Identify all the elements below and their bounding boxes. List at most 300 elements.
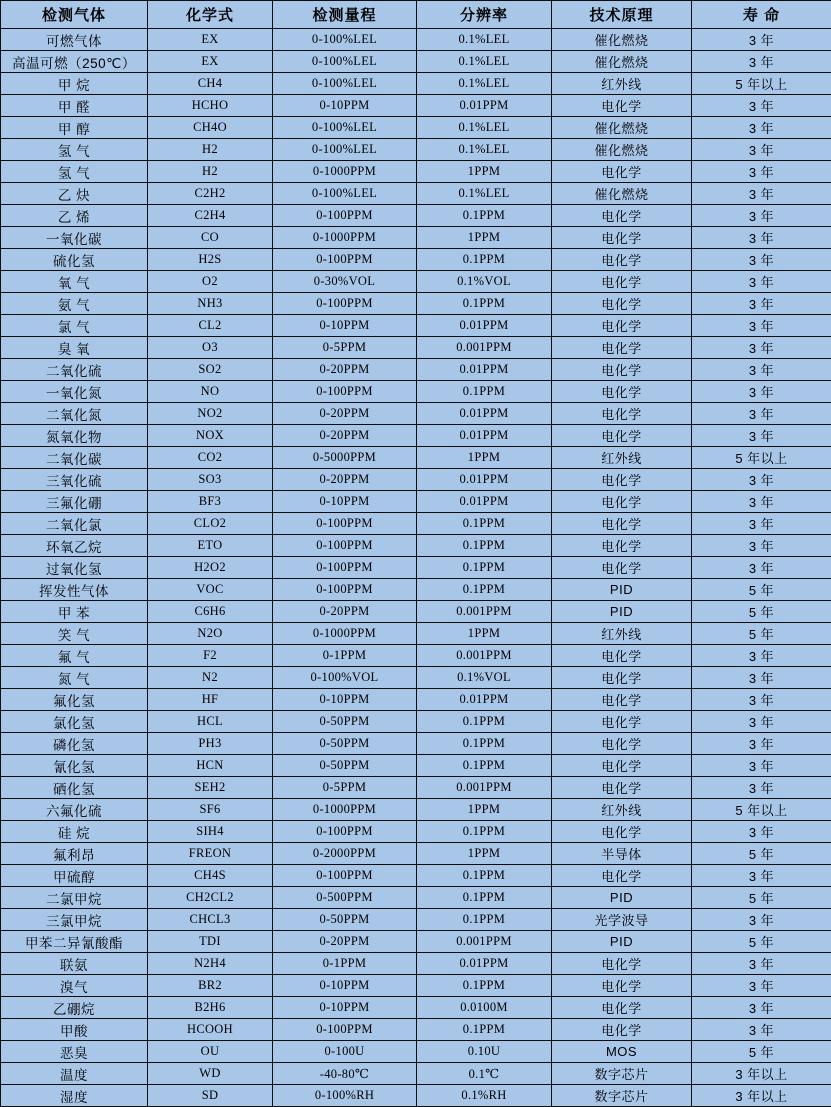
cell-range: 0-10PPM (273, 975, 417, 997)
cell-gas: 二氧化硫 (1, 359, 148, 381)
cell-resolution: 0.001PPM (417, 931, 552, 953)
cell-principle: 电化学 (552, 315, 692, 337)
cell-resolution: 0.01PPM (417, 953, 552, 975)
cell-principle: 电化学 (552, 997, 692, 1019)
cell-resolution: 0.001PPM (417, 337, 552, 359)
table-row (1, 315, 831, 337)
cell-principle: PID (552, 931, 692, 953)
table-row (1, 975, 831, 997)
cell-principle: PID (552, 579, 692, 601)
table-row (1, 117, 831, 139)
cell-range: 0-100%LEL (273, 183, 417, 205)
cell-principle: 电化学 (552, 975, 692, 997)
cell-range: 0-20PPM (273, 601, 417, 623)
cell-range: 0-500PPM (273, 887, 417, 909)
cell-gas: 乙 炔 (1, 183, 148, 205)
cell-range: 0-100U (273, 1041, 417, 1063)
cell-life: 5 年 (692, 623, 831, 645)
cell-resolution: 0.01PPM (417, 403, 552, 425)
cell-formula: H2O2 (148, 557, 273, 579)
cell-gas: 联氨 (1, 953, 148, 975)
column-header-range: 检测量程 (273, 1, 417, 29)
cell-life: 3 年 (692, 689, 831, 711)
table-row (1, 843, 831, 865)
cell-resolution: 0.1PPM (417, 1019, 552, 1041)
cell-gas: 三氯甲烷 (1, 909, 148, 931)
cell-range: 0-20PPM (273, 425, 417, 447)
cell-resolution: 0.1PPM (417, 293, 552, 315)
table-row (1, 359, 831, 381)
cell-principle: 电化学 (552, 337, 692, 359)
cell-range: 0-10PPM (273, 689, 417, 711)
cell-range: 0-50PPM (273, 733, 417, 755)
column-header-formula: 化学式 (148, 1, 273, 29)
cell-life: 3 年 (692, 645, 831, 667)
cell-life: 3 年 (692, 117, 831, 139)
cell-resolution: 0.1PPM (417, 513, 552, 535)
cell-formula: VOC (148, 579, 273, 601)
cell-resolution: 0.01PPM (417, 469, 552, 491)
cell-life: 3 年 (692, 403, 831, 425)
cell-range: 0-100%LEL (273, 139, 417, 161)
cell-range: 0-1PPM (273, 953, 417, 975)
cell-gas: 甲酸 (1, 1019, 148, 1041)
cell-principle: 数字芯片 (552, 1063, 692, 1085)
cell-life: 3 年 (692, 777, 831, 799)
table-row (1, 513, 831, 535)
cell-range: 0-2000PPM (273, 843, 417, 865)
table-row (1, 711, 831, 733)
cell-range: 0-5PPM (273, 777, 417, 799)
cell-range: 0-20PPM (273, 403, 417, 425)
cell-gas: 氧 气 (1, 271, 148, 293)
cell-formula: HCN (148, 755, 273, 777)
table-row (1, 73, 831, 95)
cell-gas: 氮 气 (1, 667, 148, 689)
cell-range: 0-100%VOL (273, 667, 417, 689)
table-row (1, 447, 831, 469)
cell-life: 3 年 (692, 909, 831, 931)
cell-formula: FREON (148, 843, 273, 865)
cell-gas: 六氟化硫 (1, 799, 148, 821)
cell-principle: 数字芯片 (552, 1085, 692, 1107)
cell-resolution: 0.1PPM (417, 557, 552, 579)
cell-principle: 电化学 (552, 425, 692, 447)
cell-range: 0-100%RH (273, 1085, 417, 1107)
cell-life: 3 年以上 (692, 1063, 831, 1085)
cell-gas: 挥发性气体 (1, 579, 148, 601)
cell-resolution: 0.1PPM (417, 755, 552, 777)
cell-range: 0-5000PPM (273, 447, 417, 469)
cell-principle: PID (552, 601, 692, 623)
cell-formula: NOX (148, 425, 273, 447)
table-header-row (1, 1, 831, 29)
cell-principle: 光学波导 (552, 909, 692, 931)
column-header-resolution: 分辨率 (417, 1, 552, 29)
cell-formula: SIH4 (148, 821, 273, 843)
cell-life: 3 年 (692, 513, 831, 535)
cell-gas: 氟化氢 (1, 689, 148, 711)
cell-resolution: 1PPM (417, 447, 552, 469)
cell-life: 5 年以上 (692, 447, 831, 469)
cell-range: 0-100PPM (273, 1019, 417, 1041)
table-row (1, 491, 831, 513)
cell-gas: 氢 气 (1, 139, 148, 161)
cell-resolution: 0.1%LEL (417, 29, 552, 51)
cell-gas: 甲 醇 (1, 117, 148, 139)
cell-principle: 电化学 (552, 645, 692, 667)
column-header-life: 寿 命 (692, 1, 831, 29)
cell-gas: 笑 气 (1, 623, 148, 645)
cell-formula: EX (148, 29, 273, 51)
cell-gas: 氮氧化物 (1, 425, 148, 447)
cell-resolution: 0.1%LEL (417, 117, 552, 139)
cell-formula: O2 (148, 271, 273, 293)
cell-resolution: 0.1PPM (417, 249, 552, 271)
cell-formula: HCOOH (148, 1019, 273, 1041)
cell-range: 0-100PPM (273, 381, 417, 403)
cell-formula: CLO2 (148, 513, 273, 535)
cell-life: 3 年 (692, 95, 831, 117)
cell-life: 3 年 (692, 183, 831, 205)
cell-formula: ETO (148, 535, 273, 557)
table-row (1, 161, 831, 183)
cell-formula: CO (148, 227, 273, 249)
cell-principle: 电化学 (552, 865, 692, 887)
cell-formula: NO (148, 381, 273, 403)
cell-formula: CH4S (148, 865, 273, 887)
cell-range: 0-20PPM (273, 931, 417, 953)
cell-life: 3 年 (692, 29, 831, 51)
cell-gas: 溴气 (1, 975, 148, 997)
cell-range: 0-100PPM (273, 205, 417, 227)
cell-resolution: 1PPM (417, 799, 552, 821)
cell-resolution: 0.0100M (417, 997, 552, 1019)
table-row (1, 689, 831, 711)
table-row (1, 931, 831, 953)
cell-formula: CHCL3 (148, 909, 273, 931)
cell-gas: 氯化氢 (1, 711, 148, 733)
cell-principle: 电化学 (552, 1019, 692, 1041)
cell-formula: SEH2 (148, 777, 273, 799)
cell-resolution: 0.001PPM (417, 645, 552, 667)
cell-gas: 硫化氢 (1, 249, 148, 271)
cell-formula: HF (148, 689, 273, 711)
cell-life: 3 年 (692, 821, 831, 843)
cell-gas: 氰化氢 (1, 755, 148, 777)
cell-life: 3 年 (692, 535, 831, 557)
cell-principle: 电化学 (552, 777, 692, 799)
cell-range: 0-5PPM (273, 337, 417, 359)
cell-resolution: 0.1%RH (417, 1085, 552, 1107)
cell-principle: 电化学 (552, 557, 692, 579)
table-row (1, 469, 831, 491)
cell-formula: C6H6 (148, 601, 273, 623)
cell-formula: N2O (148, 623, 273, 645)
cell-principle: 催化燃烧 (552, 29, 692, 51)
cell-gas: 二氧化碳 (1, 447, 148, 469)
cell-range: 0-20PPM (273, 359, 417, 381)
cell-resolution: 0.01PPM (417, 689, 552, 711)
cell-range: -40-80℃ (273, 1063, 417, 1085)
cell-gas: 温度 (1, 1063, 148, 1085)
cell-life: 3 年 (692, 381, 831, 403)
table-row (1, 271, 831, 293)
cell-life: 3 年 (692, 491, 831, 513)
column-header-principle: 技术原理 (552, 1, 692, 29)
cell-gas: 环氧乙烷 (1, 535, 148, 557)
cell-formula: H2 (148, 139, 273, 161)
cell-formula: O3 (148, 337, 273, 359)
cell-life: 3 年以上 (692, 1085, 831, 1107)
cell-range: 0-100%LEL (273, 117, 417, 139)
table-row (1, 29, 831, 51)
cell-gas: 乙 烯 (1, 205, 148, 227)
cell-resolution: 0.1PPM (417, 887, 552, 909)
table-row (1, 183, 831, 205)
cell-formula: CH4 (148, 73, 273, 95)
cell-resolution: 0.001PPM (417, 601, 552, 623)
cell-life: 3 年 (692, 139, 831, 161)
cell-range: 0-1PPM (273, 645, 417, 667)
cell-formula: SO3 (148, 469, 273, 491)
cell-life: 3 年 (692, 359, 831, 381)
cell-gas: 一氧化碳 (1, 227, 148, 249)
cell-gas: 乙硼烷 (1, 997, 148, 1019)
cell-resolution: 0.1PPM (417, 381, 552, 403)
table-row (1, 425, 831, 447)
table-row (1, 579, 831, 601)
cell-resolution: 0.1%LEL (417, 51, 552, 73)
cell-resolution: 1PPM (417, 161, 552, 183)
cell-range: 0-50PPM (273, 909, 417, 931)
cell-formula: CH2CL2 (148, 887, 273, 909)
cell-resolution: 1PPM (417, 623, 552, 645)
cell-range: 0-1000PPM (273, 227, 417, 249)
cell-principle: 电化学 (552, 667, 692, 689)
cell-life: 3 年 (692, 205, 831, 227)
cell-gas: 甲硫醇 (1, 865, 148, 887)
table-row (1, 997, 831, 1019)
cell-range: 0-1000PPM (273, 623, 417, 645)
cell-range: 0-100PPM (273, 821, 417, 843)
cell-principle: 红外线 (552, 623, 692, 645)
cell-life: 3 年 (692, 293, 831, 315)
cell-gas: 氯 气 (1, 315, 148, 337)
cell-gas: 过氧化氢 (1, 557, 148, 579)
cell-range: 0-50PPM (273, 711, 417, 733)
cell-resolution: 0.1PPM (417, 711, 552, 733)
cell-life: 5 年以上 (692, 799, 831, 821)
cell-gas: 湿度 (1, 1085, 148, 1107)
cell-range: 0-1000PPM (273, 799, 417, 821)
cell-resolution: 1PPM (417, 227, 552, 249)
cell-principle: 催化燃烧 (552, 183, 692, 205)
cell-gas: 磷化氢 (1, 733, 148, 755)
table-row (1, 777, 831, 799)
table-row (1, 337, 831, 359)
cell-resolution: 0.1%LEL (417, 139, 552, 161)
cell-life: 3 年 (692, 337, 831, 359)
cell-principle: 催化燃烧 (552, 139, 692, 161)
cell-formula: N2H4 (148, 953, 273, 975)
table-row (1, 755, 831, 777)
cell-range: 0-50PPM (273, 755, 417, 777)
cell-formula: BR2 (148, 975, 273, 997)
cell-formula: B2H6 (148, 997, 273, 1019)
cell-formula: C2H4 (148, 205, 273, 227)
cell-resolution: 0.1PPM (417, 865, 552, 887)
cell-range: 0-20PPM (273, 469, 417, 491)
cell-formula: CH4O (148, 117, 273, 139)
cell-life: 3 年 (692, 975, 831, 997)
cell-formula: TDI (148, 931, 273, 953)
cell-gas: 硅 烷 (1, 821, 148, 843)
table-row (1, 865, 831, 887)
cell-formula: BF3 (148, 491, 273, 513)
cell-principle: 红外线 (552, 447, 692, 469)
table-body (1, 29, 831, 1107)
cell-life: 5 年以上 (692, 73, 831, 95)
cell-principle: 电化学 (552, 491, 692, 513)
cell-principle: 电化学 (552, 293, 692, 315)
table-row (1, 733, 831, 755)
cell-resolution: 0.01PPM (417, 491, 552, 513)
cell-principle: 电化学 (552, 227, 692, 249)
cell-gas: 二氯甲烷 (1, 887, 148, 909)
cell-formula: F2 (148, 645, 273, 667)
cell-life: 5 年 (692, 601, 831, 623)
table-row (1, 403, 831, 425)
cell-resolution: 0.1PPM (417, 975, 552, 997)
table-row (1, 227, 831, 249)
cell-range: 0-10PPM (273, 491, 417, 513)
cell-resolution: 0.001PPM (417, 777, 552, 799)
cell-gas: 甲 苯 (1, 601, 148, 623)
column-header-gas: 检测气体 (1, 1, 148, 29)
cell-principle: 电化学 (552, 469, 692, 491)
cell-gas: 氟 气 (1, 645, 148, 667)
table-row (1, 667, 831, 689)
cell-gas: 甲 醛 (1, 95, 148, 117)
cell-range: 0-100PPM (273, 557, 417, 579)
table-row (1, 535, 831, 557)
cell-formula: PH3 (148, 733, 273, 755)
cell-resolution: 0.01PPM (417, 359, 552, 381)
cell-life: 5 年 (692, 579, 831, 601)
cell-gas: 三氧化硫 (1, 469, 148, 491)
cell-range: 0-10PPM (273, 997, 417, 1019)
cell-life: 3 年 (692, 557, 831, 579)
cell-range: 0-100%LEL (273, 29, 417, 51)
cell-principle: 电化学 (552, 381, 692, 403)
cell-life: 3 年 (692, 953, 831, 975)
cell-formula: H2 (148, 161, 273, 183)
cell-formula: EX (148, 51, 273, 73)
cell-life: 5 年 (692, 931, 831, 953)
table-row (1, 953, 831, 975)
table-row (1, 645, 831, 667)
cell-gas: 可燃气体 (1, 29, 148, 51)
cell-life: 3 年 (692, 249, 831, 271)
cell-formula: CL2 (148, 315, 273, 337)
table-row (1, 887, 831, 909)
cell-gas: 甲苯二异氰酸酯 (1, 931, 148, 953)
cell-gas: 二氧化氯 (1, 513, 148, 535)
cell-formula: C2H2 (148, 183, 273, 205)
cell-resolution: 0.1PPM (417, 535, 552, 557)
table-row (1, 293, 831, 315)
cell-principle: 红外线 (552, 799, 692, 821)
cell-resolution: 0.1PPM (417, 733, 552, 755)
cell-life: 3 年 (692, 755, 831, 777)
cell-principle: MOS (552, 1041, 692, 1063)
cell-formula: CO2 (148, 447, 273, 469)
cell-life: 3 年 (692, 161, 831, 183)
cell-formula: HCHO (148, 95, 273, 117)
cell-life: 5 年 (692, 887, 831, 909)
cell-resolution: 0.1%VOL (417, 271, 552, 293)
cell-resolution: 0.1PPM (417, 579, 552, 601)
cell-formula: OU (148, 1041, 273, 1063)
cell-formula: HCL (148, 711, 273, 733)
cell-resolution: 0.10U (417, 1041, 552, 1063)
table-row (1, 1019, 831, 1041)
cell-principle: 半导体 (552, 843, 692, 865)
cell-resolution: 0.01PPM (417, 425, 552, 447)
table-row (1, 821, 831, 843)
table-row (1, 601, 831, 623)
table-row (1, 139, 831, 161)
cell-life: 3 年 (692, 469, 831, 491)
cell-resolution: 0.1PPM (417, 205, 552, 227)
cell-principle: 电化学 (552, 359, 692, 381)
cell-principle: 电化学 (552, 755, 692, 777)
cell-life: 5 年 (692, 1041, 831, 1063)
cell-resolution: 0.1%LEL (417, 73, 552, 95)
cell-life: 3 年 (692, 271, 831, 293)
cell-principle: 电化学 (552, 161, 692, 183)
cell-resolution: 0.1%VOL (417, 667, 552, 689)
cell-range: 0-100PPM (273, 513, 417, 535)
cell-range: 0-100%LEL (273, 73, 417, 95)
cell-life: 3 年 (692, 315, 831, 337)
cell-range: 0-100PPM (273, 535, 417, 557)
table-row (1, 51, 831, 73)
cell-gas: 一氧化氮 (1, 381, 148, 403)
cell-gas: 硒化氢 (1, 777, 148, 799)
table-row (1, 205, 831, 227)
cell-formula: H2S (148, 249, 273, 271)
cell-life: 3 年 (692, 51, 831, 73)
cell-resolution: 1PPM (417, 843, 552, 865)
cell-gas: 恶臭 (1, 1041, 148, 1063)
cell-principle: PID (552, 887, 692, 909)
cell-life: 3 年 (692, 1019, 831, 1041)
table-row (1, 799, 831, 821)
table-row (1, 1063, 831, 1085)
cell-gas: 臭 氧 (1, 337, 148, 359)
cell-range: 0-30%VOL (273, 271, 417, 293)
cell-range: 0-10PPM (273, 315, 417, 337)
cell-range: 0-100PPM (273, 865, 417, 887)
cell-resolution: 0.1PPM (417, 821, 552, 843)
cell-resolution: 0.1%LEL (417, 183, 552, 205)
cell-resolution: 0.1℃ (417, 1063, 552, 1085)
cell-formula: NO2 (148, 403, 273, 425)
cell-gas: 甲 烷 (1, 73, 148, 95)
table-row (1, 381, 831, 403)
